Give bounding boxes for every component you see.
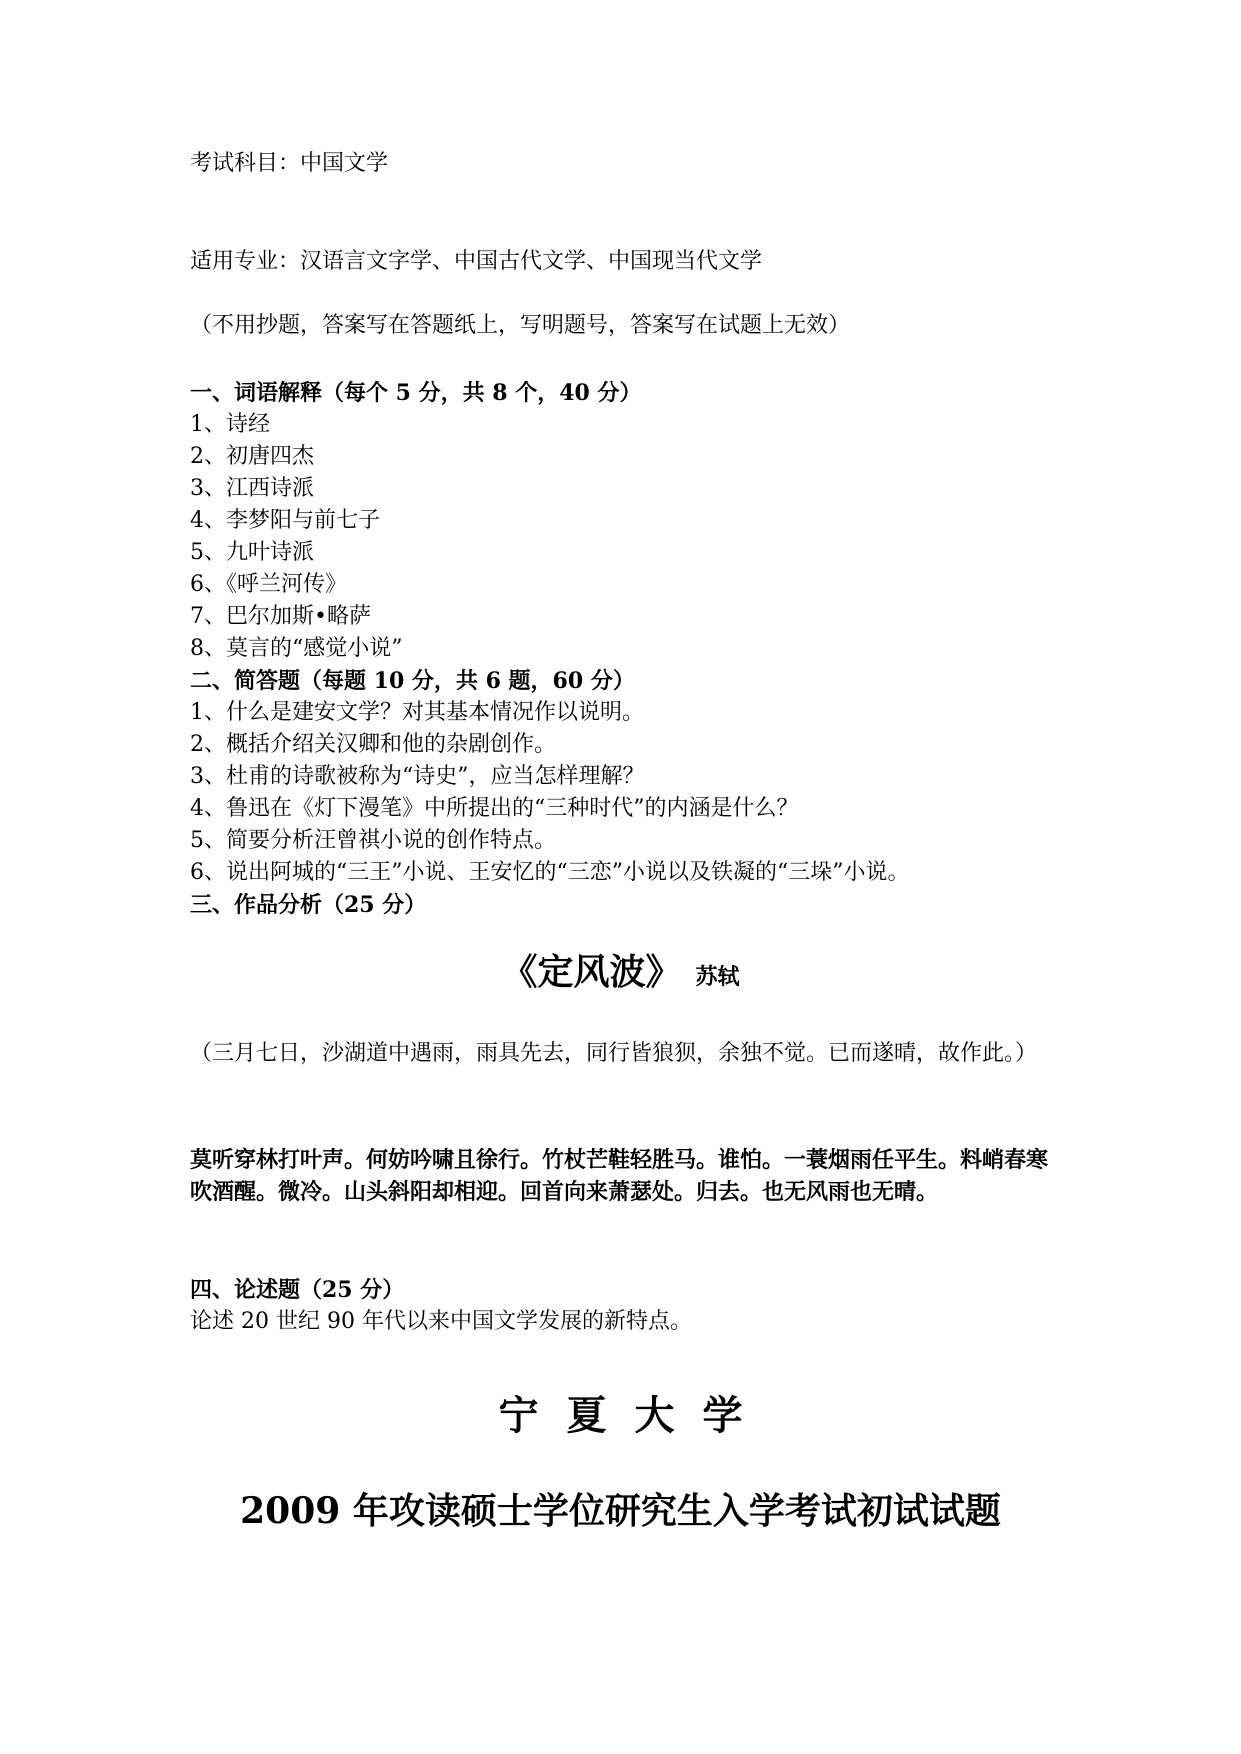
section-1-item: 4、李梦阳与前七子 — [190, 508, 380, 533]
section-2-item: 2、概括介绍关汉卿和他的杂剧创作。 — [190, 732, 556, 757]
section-4-question: 论述 20 世纪 90 年代以来中国文学发展的新特点。 — [190, 1309, 692, 1334]
section-2-item: 5、简要分析汪曾祺小说的创作特点。 — [190, 828, 556, 853]
section-4-title: 四、论述题（25 分） — [190, 1277, 405, 1303]
section-1-item: 2、初唐四杰 — [190, 444, 314, 469]
poem-author: 苏轼 — [695, 964, 740, 990]
section-2-title: 二、简答题（每题 10 分，共 6 题，60 分） — [190, 668, 635, 694]
poem-text: 莫听穿林打叶声。何妨吟啸且徐行。竹杖芒鞋轻胜马。谁怕。一蓑烟雨任平生。料峭春寒吹酒醒。微冷。山头斜阳却相迎。回首向来萧瑟处。归去。也无风雨也无晴。 — [190, 1147, 1049, 1205]
section-2-item: 3、杜甫的诗歌被称为“诗史”，应当怎样理解？ — [190, 764, 645, 789]
section-2-item: 4、鲁迅在《灯下漫笔》中所提出的“三种时代”的内涵是什么？ — [190, 796, 799, 821]
poem-heading — [0, 950, 1241, 999]
section-2-item: 1、什么是建安文学？对其基本情况作以说明。 — [190, 700, 644, 725]
section-3-title: 三、作品分析（25 分） — [190, 892, 427, 918]
answer-instruction: （不用抄题，答案写在答题纸上，写明题号，答案写在试题上无效） — [190, 313, 851, 338]
section-1-item: 6、《呼兰河传》 — [190, 572, 347, 597]
section-2-item: 6、说出阿城的“三王”小说、王安忆的“三恋”小说以及铁凝的“三垛”小说。 — [190, 860, 910, 885]
applicable-majors: 适用专业：汉语言文字学、中国古代文学、中国现当代文学 — [190, 249, 763, 274]
section-1-item: 8、莫言的“感觉小说” — [190, 636, 403, 661]
exam-subject: 考试科目：中国文学 — [190, 151, 389, 176]
exam-title: 2009 年攻读硕士学位研究生入学考试初试试题 — [240, 1490, 1001, 1532]
section-1-item: 5、九叶诗派 — [190, 540, 314, 565]
poem-title: 《定风波》 — [501, 951, 682, 993]
section-1-title: 一、词语解释（每个 5 分，共 8 个，40 分） — [190, 380, 642, 406]
section-1-item: 7、巴尔加斯•略萨 — [190, 604, 371, 629]
poem-preface: （三月七日，沙湖道中遇雨，雨具先去，同行皆狼狈，余独不觉。已而遂晴，故作此。） — [190, 1041, 1038, 1066]
section-1-item: 1、诗经 — [190, 412, 270, 437]
section-1-item: 3、江西诗派 — [190, 476, 314, 501]
university-name: 宁夏大学 — [498, 1392, 771, 1439]
